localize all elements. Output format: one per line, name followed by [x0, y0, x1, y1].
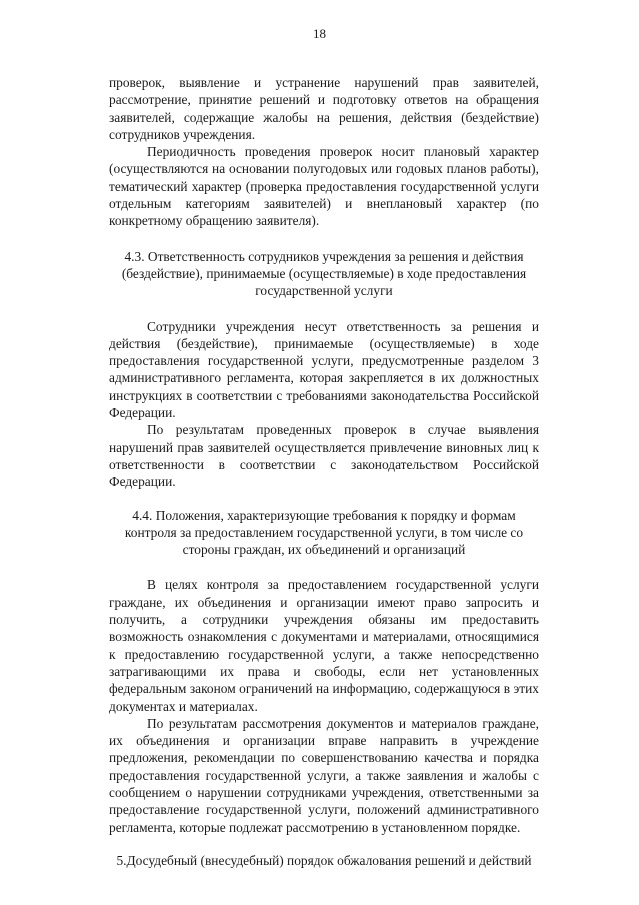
paragraph-control-rights: В целях контроля за предоставлением государственной услуги граждане, их объединения и организации имеют право запросить и получить, а сотрудники учреждения обязаны им предоставить возможность ознакомления с документами и материалами, относящимися к предоставлению государственной услуги, а также непосредственно затрагивающими их права и свободы, если нет установленных федеральным законом ограничений на информацию, содержащуюся в этих документах и материалах.: [109, 577, 539, 714]
paragraph-periodicity: Периодичность проведения проверок носит плановый характер (осуществляются на основании полугодовых или годовых планов работы), тематический характер (проверка предоставления государственной услуги отдельным категориям заявителей) и внеплановый характер (по конкретному обращению заявителя).: [109, 144, 539, 229]
section-heading-4-4: 4.4. Положения, характеризующие требования к порядку и формам контроля за предоставлением государственной услуги, в том числе со стороны граждан, их объединений и организаций: [124, 507, 524, 558]
section-heading-4-3: 4.3. Ответственность сотрудников учреждения за решения и действия (бездействие), принимаемые (осуществляемые) в ходе предоставления государственной услуги: [121, 248, 527, 299]
document-body: [109, 74, 539, 869]
paragraph-proposals: По результатам рассмотрения документов и материалов граждане, их объединения и организации вправе направить в учреждение предложения, рекомендации по совершенствованию качества и порядка предоставления государственной услуги, а также заявления и жалобы с сообщением о нарушении сотрудниками учреждения, ответственными за предоставление государственной услуги, положений административного регламента, которые подлежат рассмотрению в установленном порядке.: [109, 715, 539, 835]
section-heading-5: 5.Досудебный (внесудебный) порядок обжалования решений и действий: [116, 852, 532, 868]
paragraph-violations: По результатам проведенных проверок в случае выявления нарушений прав заявителей осуществляется привлечение виновных лиц к ответственности в соответствии с законодательством Российской Федерации.: [109, 422, 539, 490]
page-number: 18: [313, 26, 326, 41]
paragraph-responsibility: Сотрудники учреждения несут ответственность за решения и действия (бездействие), принимаемые (осуществляемые) в ходе предоставления государственной услуги, предусмотренные разделом 3 административного регламента, которая закрепляется в их должностных инструкциях в соответствии с требованиями законодательства Российской Федерации.: [109, 318, 539, 421]
paragraph-continuation: проверок, выявление и устранение нарушений прав заявителей, рассмотрение, принятие решений и подготовку ответов на обращения заявителей, содержащие жалобы на решения, действия (бездействие) сотрудников учреждения.: [109, 75, 539, 142]
